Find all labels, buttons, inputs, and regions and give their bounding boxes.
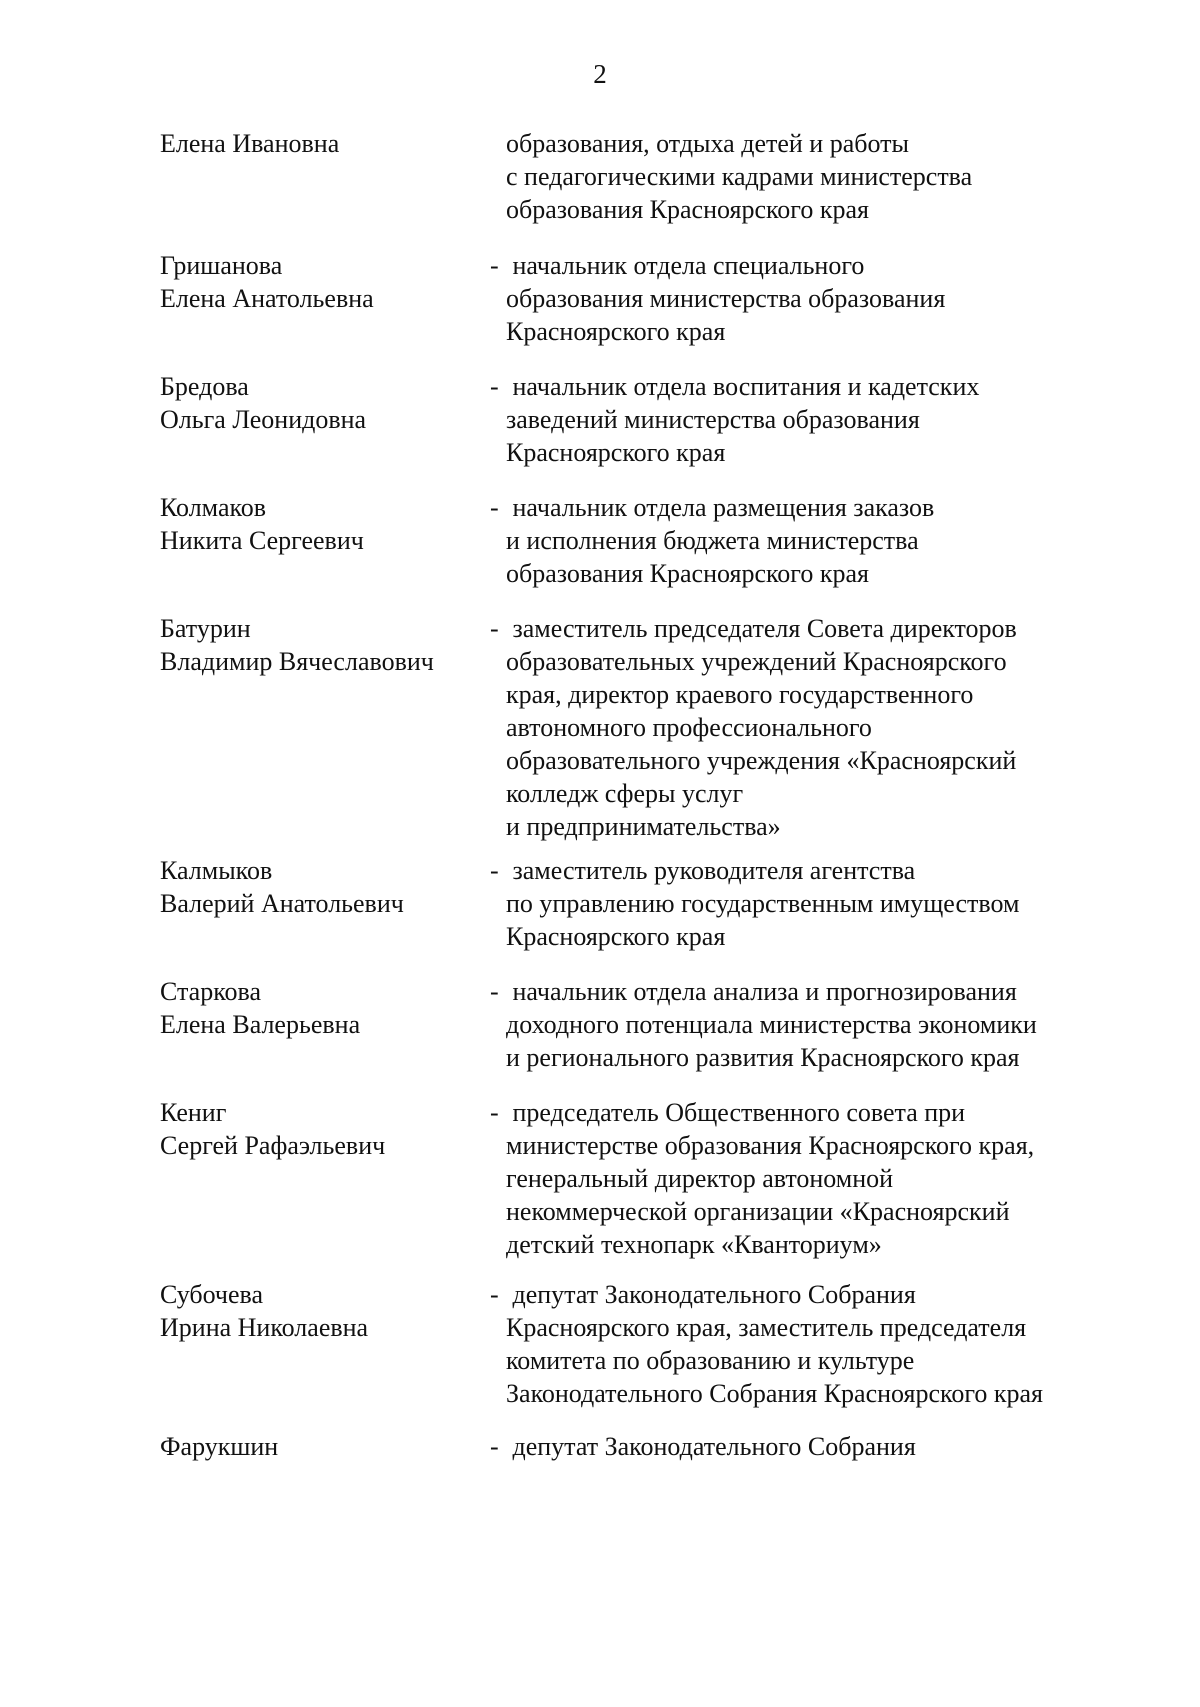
position-text: начальник отдела специального bbox=[506, 251, 865, 280]
position-text: начальник отдела размещения заказов bbox=[506, 493, 935, 522]
member-given-name: Никита Сергеевич bbox=[160, 526, 364, 555]
member-given-name: Ирина Николаевна bbox=[160, 1313, 369, 1342]
position-line: и предпринимательства» bbox=[506, 812, 781, 841]
position-line: Красноярского края bbox=[506, 438, 726, 467]
position-line: колледж сферы услуг bbox=[506, 779, 744, 808]
member-surname: Колмаков bbox=[160, 493, 267, 522]
dash-separator: - bbox=[490, 614, 499, 643]
position-line bbox=[490, 491, 1200, 524]
member-given-name: Ольга Леонидовна bbox=[160, 405, 367, 434]
position-line: министерстве образования Красноярского края, bbox=[506, 1131, 1035, 1160]
member-name bbox=[160, 1278, 490, 1344]
dash-separator: - bbox=[490, 372, 499, 401]
member-given-name: Елена Ивановна bbox=[160, 129, 340, 158]
member-position bbox=[490, 491, 1200, 590]
member-surname: Калмыков bbox=[160, 856, 273, 885]
dash-separator: - bbox=[490, 1280, 499, 1309]
member-name bbox=[160, 612, 490, 678]
member-name bbox=[160, 249, 490, 315]
member-position bbox=[490, 975, 1200, 1074]
dash-separator: - bbox=[490, 493, 499, 522]
position-line: некоммерческой организации «Красноярский bbox=[506, 1197, 1010, 1226]
position-line: образования министерства образования bbox=[506, 284, 946, 313]
member-given-name: Елена Валерьевна bbox=[160, 1010, 361, 1039]
member-surname: Гришанова bbox=[160, 251, 283, 280]
position-line bbox=[490, 1430, 1200, 1463]
position-line: образования Красноярского края bbox=[506, 559, 869, 588]
member-name bbox=[160, 127, 490, 160]
position-line bbox=[490, 249, 1200, 282]
member-position bbox=[490, 1430, 1200, 1463]
position-line bbox=[490, 975, 1200, 1008]
position-line: образовательных учреждений Красноярского bbox=[506, 647, 1007, 676]
position-line bbox=[490, 370, 1200, 403]
member-surname: Бредова bbox=[160, 372, 249, 401]
dash-separator: - bbox=[490, 977, 499, 1006]
position-line: комитета по образованию и культуре bbox=[506, 1346, 915, 1375]
position-line: по управлению государственным имуществом bbox=[506, 889, 1020, 918]
position-line: и регионального развития Красноярского края bbox=[506, 1043, 1020, 1072]
position-line: детский технопарк «Кванториум» bbox=[506, 1230, 882, 1259]
member-position bbox=[490, 249, 1200, 348]
position-line: образования Красноярского края bbox=[506, 195, 869, 224]
position-line bbox=[490, 1278, 1200, 1311]
position-line bbox=[490, 612, 1200, 645]
position-line bbox=[490, 1096, 1200, 1129]
position-line: доходного потенциала министерства экономики bbox=[506, 1010, 1037, 1039]
position-text: депутат Законодательного Собрания bbox=[506, 1280, 916, 1309]
position-line: Законодательного Собрания Красноярского края bbox=[506, 1379, 1043, 1408]
member-name bbox=[160, 370, 490, 436]
member-position bbox=[490, 127, 1200, 226]
member-surname: Старкова bbox=[160, 977, 262, 1006]
position-line: и исполнения бюджета министерства bbox=[506, 526, 919, 555]
member-given-name: Сергей Рафаэльевич bbox=[160, 1131, 386, 1160]
member-surname: Кениг bbox=[160, 1098, 227, 1127]
position-line: Красноярского края, заместитель председателя bbox=[506, 1313, 1027, 1342]
position-line: Красноярского края bbox=[506, 922, 726, 951]
dash-separator: - bbox=[490, 1432, 499, 1461]
page-number: 2 bbox=[593, 59, 607, 89]
member-name bbox=[160, 491, 490, 557]
position-line: заведений министерства образования bbox=[506, 405, 920, 434]
position-text: председатель Общественного совета при bbox=[506, 1098, 966, 1127]
dash-separator: - bbox=[490, 1098, 499, 1127]
dash-separator: - bbox=[490, 251, 499, 280]
position-line: с педагогическими кадрами министерства bbox=[506, 162, 973, 191]
member-position bbox=[490, 1096, 1200, 1261]
member-surname: Субочева bbox=[160, 1280, 263, 1309]
position-line: Красноярского края bbox=[506, 317, 726, 346]
position-text: заместитель председателя Совета директоров bbox=[506, 614, 1017, 643]
position-line bbox=[490, 854, 1200, 887]
position-line: образовательного учреждения «Красноярский bbox=[506, 746, 1017, 775]
member-position bbox=[490, 854, 1200, 953]
position-text: заместитель руководителя агентства bbox=[506, 856, 916, 885]
member-name bbox=[160, 1430, 490, 1463]
position-line: образования, отдыха детей и работы bbox=[506, 129, 909, 158]
position-line: генеральный директор автономной bbox=[506, 1164, 894, 1193]
member-given-name: Валерий Анатольевич bbox=[160, 889, 404, 918]
member-position bbox=[490, 612, 1200, 843]
dash-separator: - bbox=[490, 856, 499, 885]
member-position bbox=[490, 370, 1200, 469]
position-text: депутат Законодательного Собрания bbox=[506, 1432, 916, 1461]
position-line: края, директор краевого государственного bbox=[506, 680, 974, 709]
member-name bbox=[160, 1096, 490, 1162]
member-given-name: Владимир Вячеславович bbox=[160, 647, 434, 676]
member-surname: Фарукшин bbox=[160, 1432, 279, 1461]
position-text: начальник отдела воспитания и кадетских bbox=[506, 372, 980, 401]
position-line: автономного профессионального bbox=[506, 713, 872, 742]
member-position bbox=[490, 1278, 1200, 1410]
position-text: начальник отдела анализа и прогнозирования bbox=[506, 977, 1017, 1006]
member-name bbox=[160, 854, 490, 920]
member-surname: Батурин bbox=[160, 614, 251, 643]
member-name bbox=[160, 975, 490, 1041]
member-given-name: Елена Анатольевна bbox=[160, 284, 374, 313]
